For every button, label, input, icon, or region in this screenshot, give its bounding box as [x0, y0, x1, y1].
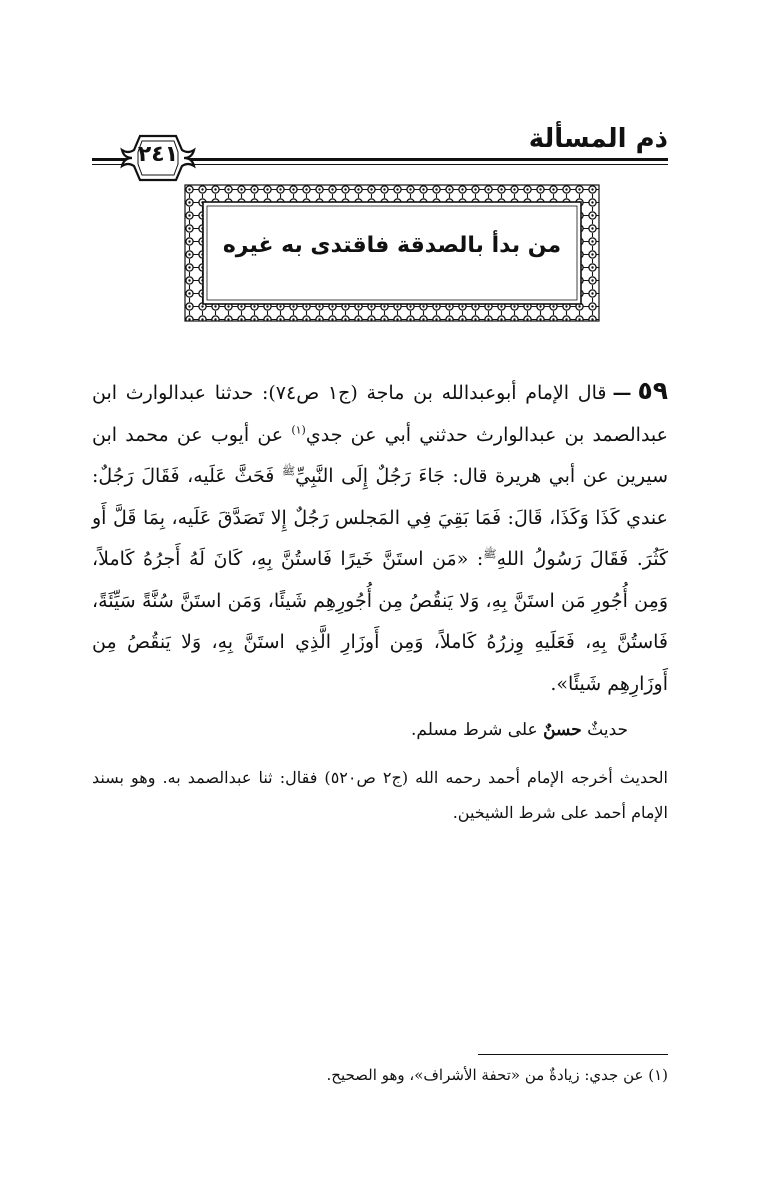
- running-title: ذم المسألة: [528, 124, 668, 154]
- hadith-text-part-1: قال الإمام أبوعبدالله بن ماجة (ج١ ص٧٤): حدثنا عبدالوارث ابن عبدالصمد بن عبدالوارث حدثني أبي عن جدي: [92, 382, 669, 446]
- hadith-dash: —: [612, 382, 632, 404]
- footnote-1: (١) عن جدي: زيادةٌ من «تحفة الأشراف»، وهو الصحيح.: [326, 1066, 668, 1084]
- footnote-reference: (١): [291, 423, 306, 437]
- hadith-grading: [411, 720, 628, 740]
- hadith-text-part-4: : «مَن استَنَّ خَيرًا فَاستُنَّ بِهِ، كَانَ لَهُ أَجرُهُ كَاملاً، وَمِن أُجُورِ مَن استَنَّ بِهِ، وَلا يَنقُصُ مِن أُجُورِهِم شَيئًا، وَمَن استَنَّ سُنَّةً سَيِّئَةً، فَاستُنَّ بِهِ، فَعَلَيهِ وِزرُهُ كَاملاً، وَمِن أَوزَارِ الَّذِي استَنَّ بِهِ، وَلا يَنقُصُ مِن أَوزَارِهِم شَيئًا».: [92, 548, 668, 695]
- chapter-title-frame: [183, 183, 601, 323]
- honorific-glyph-2: ﷺ: [483, 547, 497, 561]
- grading-suffix: على شرط مسلم.: [410, 720, 544, 740]
- footnote-separator: [478, 1054, 668, 1055]
- hadith-text-part-2: عن أيوب عن محمد ابن سيرين عن أبي هريرة قال: جَاءَ رَجُلٌ إِلَى النَّبِيِّ: [92, 423, 668, 487]
- page-number: ٢٤١: [137, 142, 179, 167]
- grading-word: حسنٌ: [543, 720, 582, 740]
- hadith-number: ٥٩: [637, 376, 669, 405]
- chapter-title: من بدأ بالصدقة فاقتدى به غيره: [222, 233, 562, 258]
- grading-prefix: حديثٌ: [581, 720, 628, 740]
- takhrij-note: الحديث أخرجه الإمام أحمد رحمه الله (ج٢ ص٥٢٠) فقال: ثنا عبدالصمد به. وهو بسند الإمام أحمد على شرط الشيخين.: [92, 768, 668, 822]
- honorific-glyph-1: ﷺ: [281, 464, 296, 478]
- page-number-badge: [118, 128, 198, 188]
- hadith-text-part-3: فَحَثَّ عَلَيه، فَقَالَ رَجُلٌ: عندي كَذَا وَكَذَا، قَالَ: فَمَا بَقِيَ فِي المَجلس رَجُلٌ إِلا تَصَدَّقَ عَلَيه، بِمَا قَلَّ أَو كَثُرَ. فَقَالَ رَسُولُ اللهِ: [92, 465, 669, 570]
- hadith-text: [92, 370, 668, 705]
